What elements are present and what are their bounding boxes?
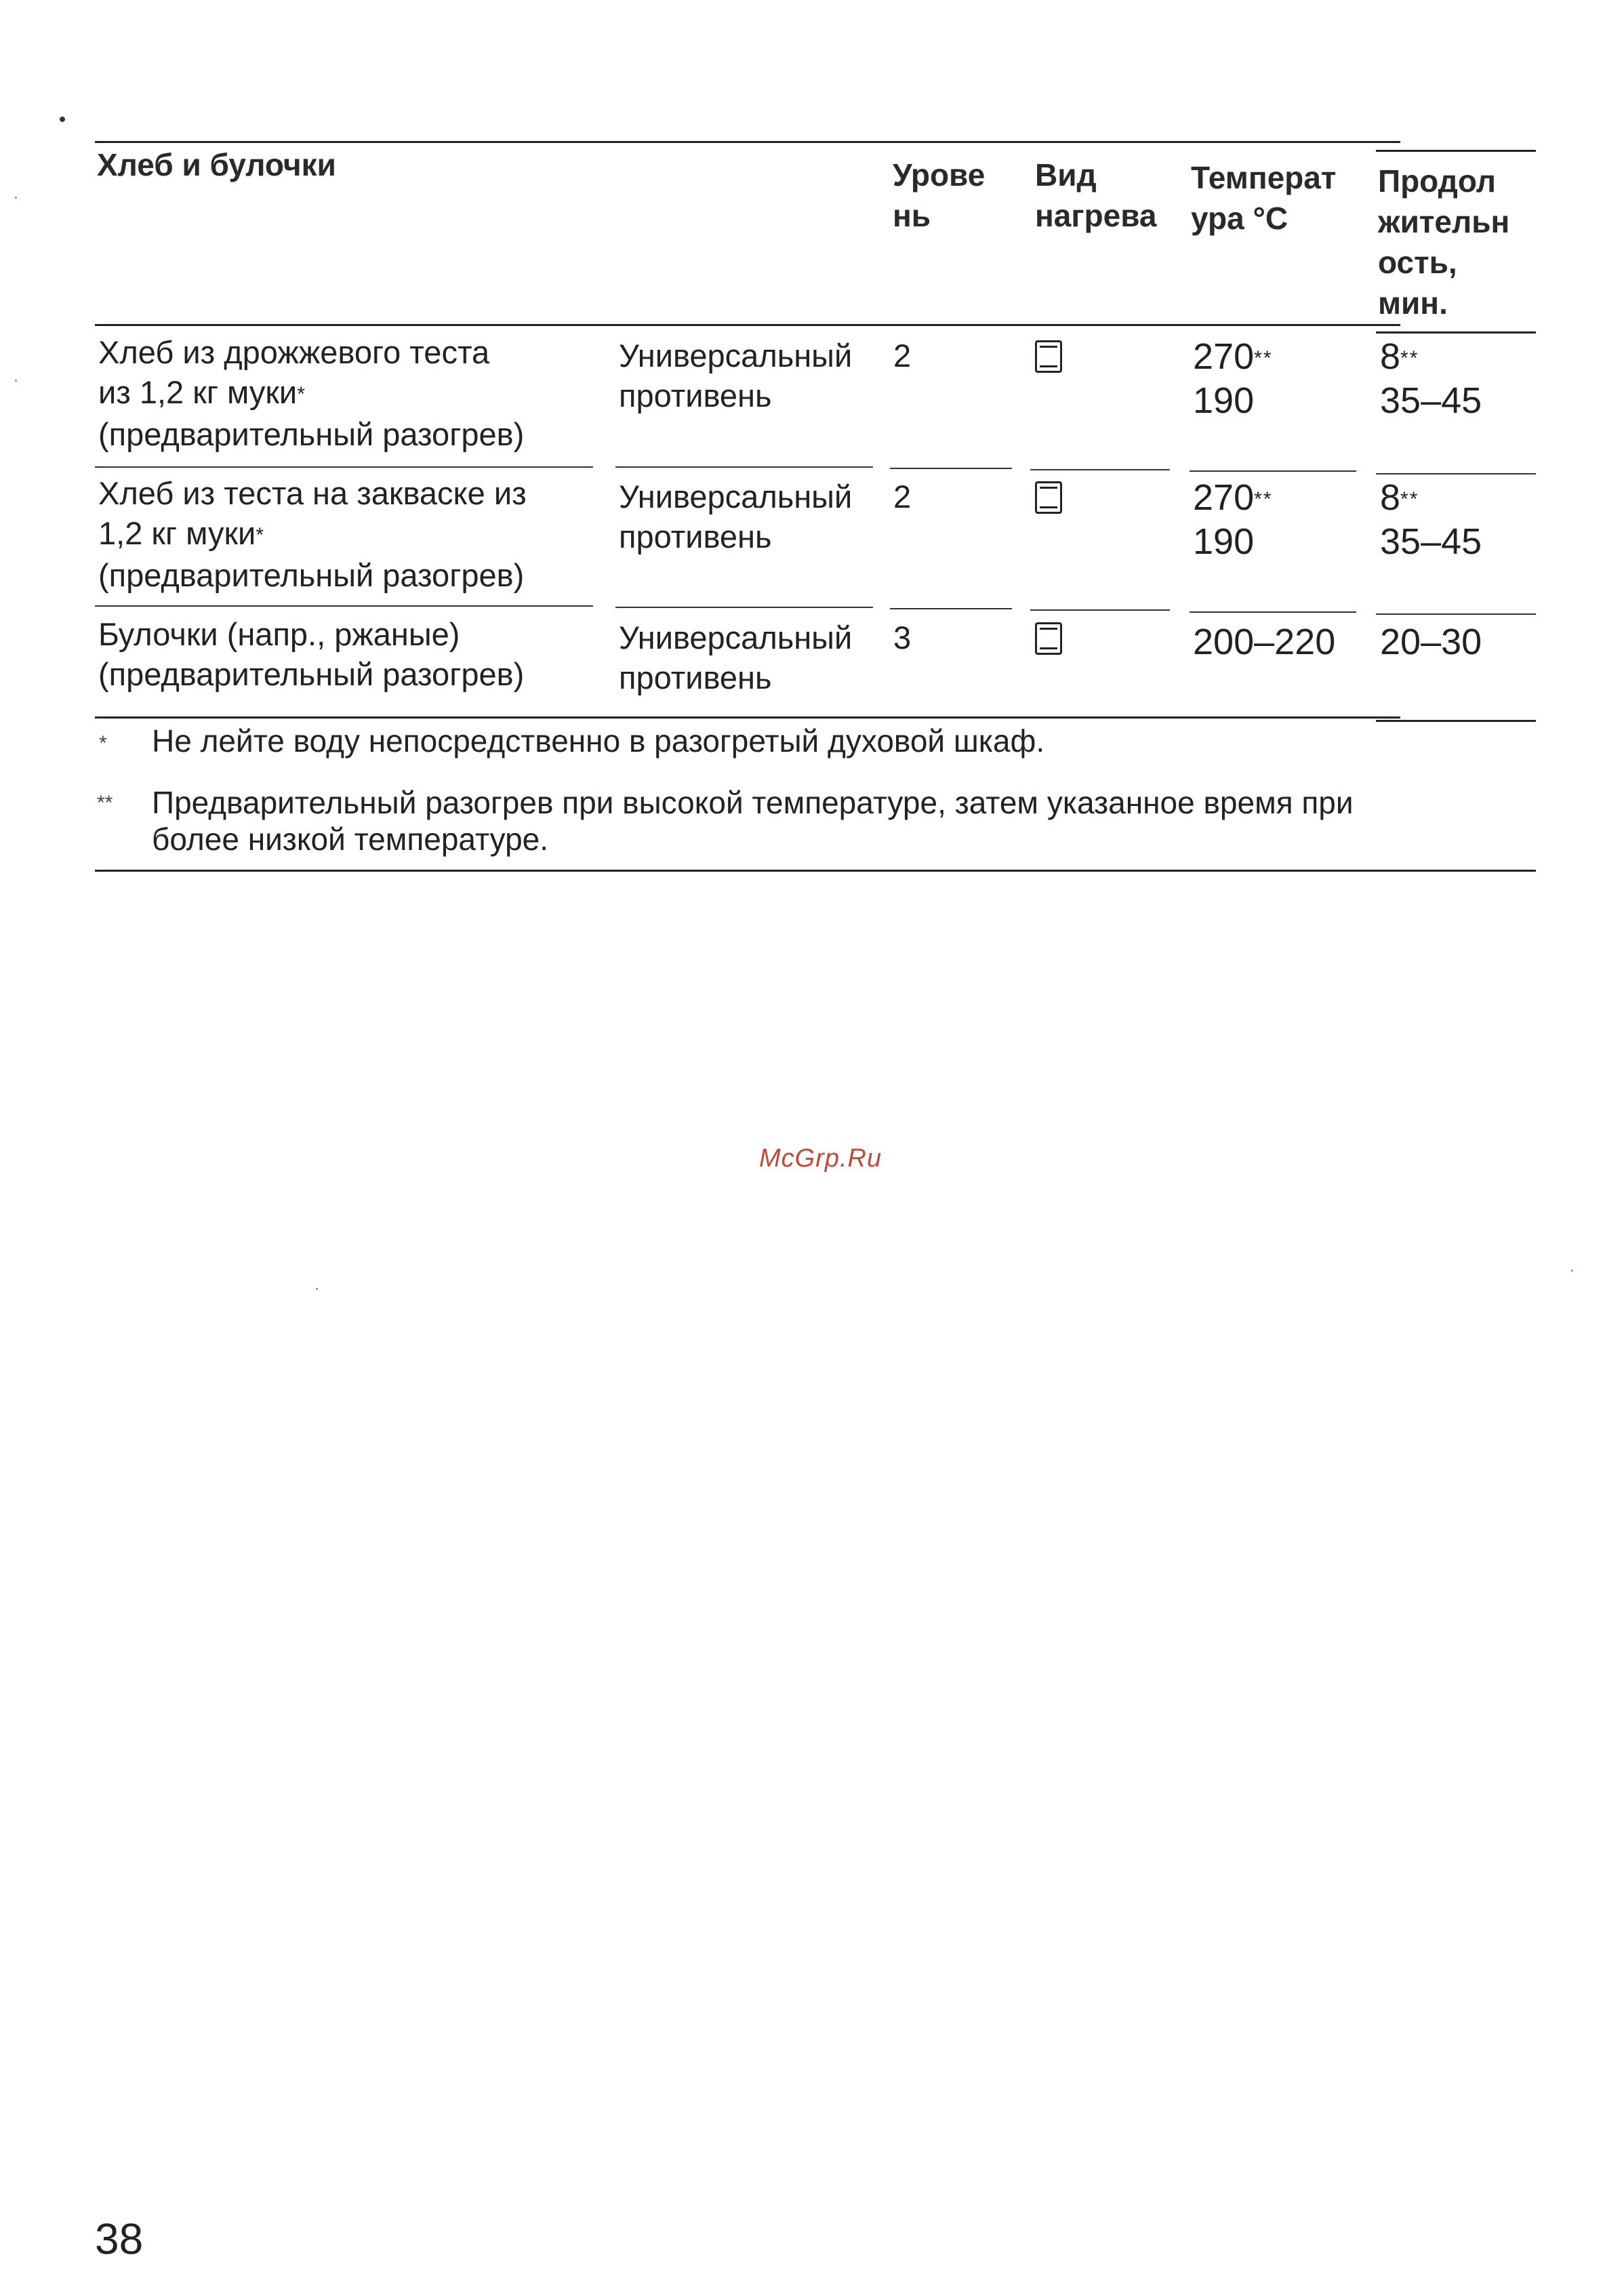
table-row-1-level: 2 — [893, 338, 912, 373]
table-row-1-dish: Хлеб из дрожжевого теста из 1,2 кг муки* (предварительный разогрев) — [98, 334, 525, 452]
row-divider — [1376, 473, 1536, 474]
row-divider — [1030, 469, 1170, 470]
row-divider — [1190, 470, 1356, 472]
table-row-3-temperature: 200–220 — [1193, 622, 1336, 662]
header-bottom-rule-right — [1376, 331, 1536, 334]
footnotes-bottom-rule — [95, 870, 1536, 872]
table-row-2-level: 2 — [893, 479, 912, 514]
table-row-2-temperature: 270** 190 — [1193, 477, 1273, 562]
footnote-2-text: Предварительный разогрев при высокой температуре, затем указанное время при более низкой температуре. — [152, 785, 1354, 857]
watermark: McGrp.Ru — [759, 1144, 882, 1173]
footnote-1-text: Не лейте воду непосредственно в разогретый духовой шкаф. — [152, 723, 1045, 759]
scan-speck — [1571, 1270, 1573, 1272]
row-divider — [1030, 609, 1170, 611]
row-divider — [615, 607, 873, 608]
table-top-rule — [95, 141, 1400, 143]
table-row-2-dish: Хлеб из теста на закваске из 1,2 кг муки* (предварительный разогрев) — [98, 475, 527, 593]
table-row-3-level: 3 — [893, 620, 912, 655]
page-number: 38 — [95, 2215, 144, 2263]
table-row-2-duration: 8** 35–45 — [1380, 477, 1482, 562]
table-row-2-accessory: Универсальный противень — [619, 479, 853, 554]
table-top-rule-right — [1376, 150, 1536, 152]
table-row-1-temperature: 270** 190 — [1193, 336, 1273, 421]
footnote-2-mark: ** — [97, 792, 113, 814]
scan-speck — [15, 197, 17, 199]
row-divider — [890, 608, 1012, 609]
row-divider — [95, 605, 593, 607]
header-level: Урове нь — [893, 157, 986, 233]
row-divider — [615, 466, 873, 468]
table-bottom-rule-right — [1376, 720, 1536, 722]
top-bottom-heat-icon — [1035, 340, 1062, 373]
scan-speck — [15, 380, 17, 382]
top-bottom-heat-icon — [1035, 481, 1062, 514]
header-bottom-rule — [95, 324, 1400, 326]
top-bottom-heat-icon — [1035, 622, 1062, 655]
table-row-1-duration: 8** 35–45 — [1380, 336, 1482, 421]
table-row-1-accessory: Универсальный противень — [619, 338, 853, 413]
scan-speck — [316, 1288, 318, 1290]
header-heat-type: Вид нагрева — [1035, 157, 1157, 233]
header-duration: Продол жительн ость, мин. — [1378, 163, 1510, 321]
row-divider — [95, 466, 593, 468]
row-divider — [890, 468, 1012, 469]
row-divider — [1376, 613, 1536, 615]
scan-speck — [60, 117, 65, 122]
header-temperature: Температ ура °C — [1191, 160, 1337, 236]
table-row-3-duration: 20–30 — [1380, 622, 1482, 662]
table-title: Хлеб и булочки — [97, 147, 336, 182]
row-divider — [1190, 611, 1356, 613]
footnote-1-mark: * — [99, 732, 107, 754]
table-bottom-rule — [95, 716, 1400, 719]
table-row-3-dish: Булочки (напр., ржаные) (предварительный разогрев) — [98, 616, 525, 692]
table-row-3-accessory: Универсальный противень — [619, 620, 853, 695]
